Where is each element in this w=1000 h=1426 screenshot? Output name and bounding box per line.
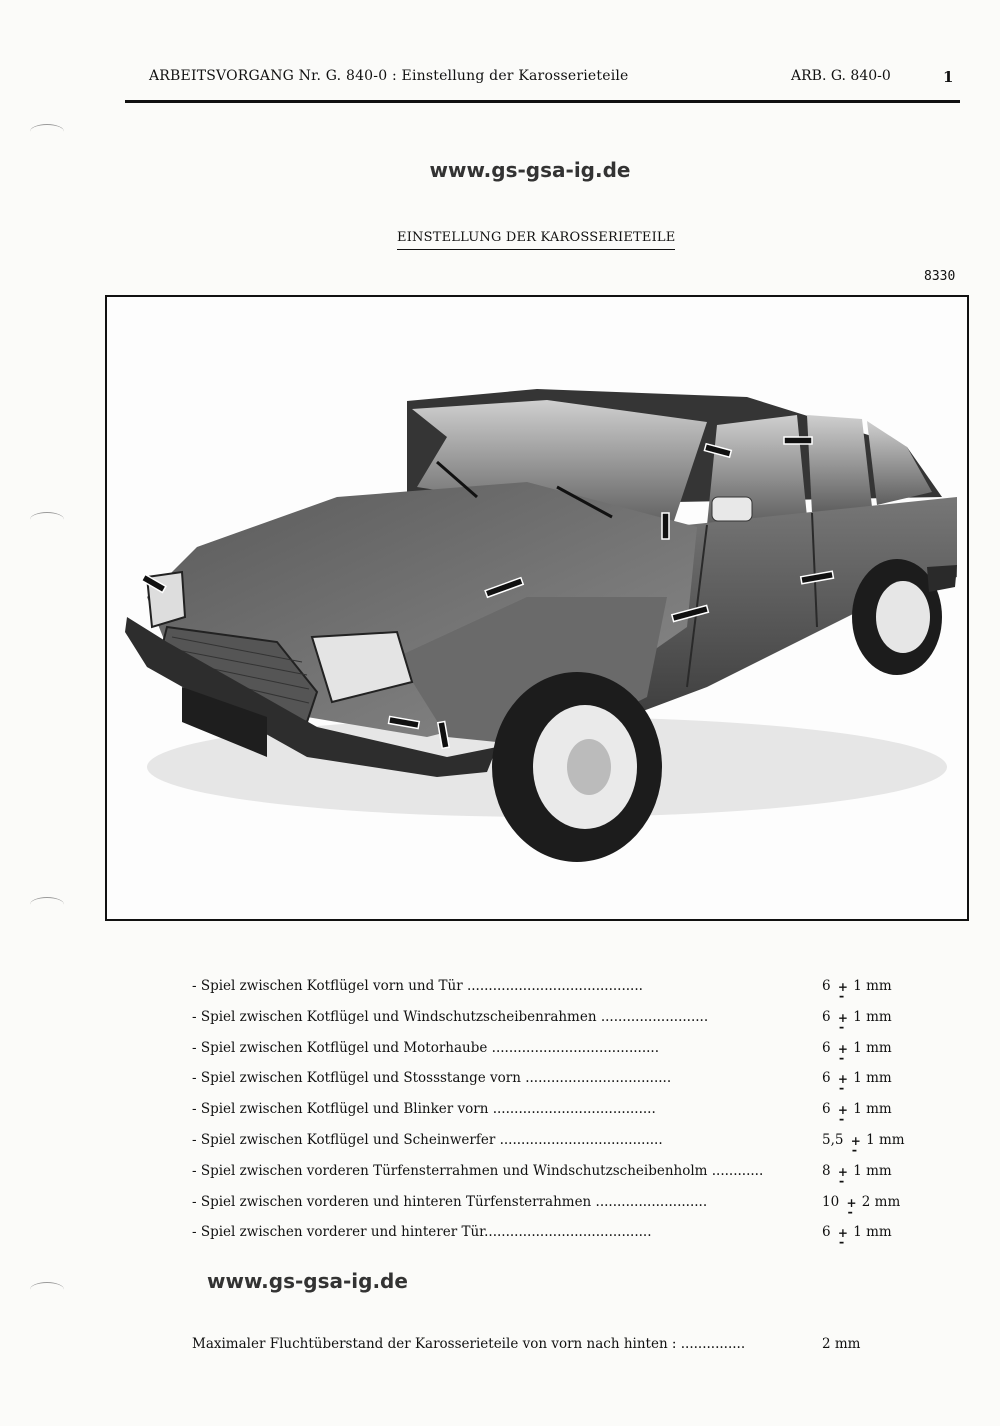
spec-label: - Spiel zwischen Kotflügel und Motorhaube ....................................... <box>192 1039 660 1056</box>
spec-tolerance: 2 mm <box>861 1193 901 1210</box>
spec-label: - Spiel zwischen vorderer und hinterer Tür....................................... <box>192 1224 652 1241</box>
document-title: EINSTELLUNG DER KAROSSERIETEILE <box>397 230 675 250</box>
footer-max-offset <box>192 1334 912 1358</box>
spec-label: - Spiel zwischen vorderen und hinteren Türfensterrahmen .......................... <box>192 1193 708 1210</box>
page-header <box>125 66 960 103</box>
spec-value <box>822 1224 892 1240</box>
spec-tolerance: 1 mm <box>853 1224 892 1241</box>
spec-tolerance: 1 mm <box>853 1039 892 1056</box>
page-number: 1 <box>943 68 954 86</box>
spec-nominal: 6 <box>822 1008 831 1025</box>
punch-hole-mark <box>30 897 64 912</box>
spec-label: - Spiel zwischen Kotflügel vorn und Tür ......................................... <box>192 978 643 994</box>
spec-nominal: 8 <box>822 1162 831 1179</box>
spec-row <box>192 1005 912 1036</box>
header-operation-code: ARB. G. 840-0 <box>791 68 891 84</box>
spec-tolerance: 1 mm <box>853 1008 892 1025</box>
spec-nominal: 6 <box>822 1224 831 1241</box>
spec-value <box>822 1132 905 1148</box>
spec-row <box>192 1220 912 1251</box>
spec-nominal: 5,5 <box>822 1131 844 1148</box>
spec-nominal: 6 <box>822 1101 831 1118</box>
footer-label: Maximaler Fluchtüberstand der Karosserieteile von vorn nach hinten : ............... <box>192 1336 746 1352</box>
header-operation-title: ARBEITSVORGANG Nr. G. 840-0 : Einstellung der Karosserieteile <box>149 68 629 84</box>
footer-value: 2 mm <box>822 1336 861 1352</box>
spec-row <box>192 1036 912 1067</box>
spec-label: - Spiel zwischen Kotflügel und Scheinwerfer ...................................... <box>192 1131 663 1148</box>
spec-tolerance: 1 mm <box>853 978 892 994</box>
punch-hole-mark <box>30 1282 64 1297</box>
spec-row <box>192 1128 912 1159</box>
spec-row <box>192 974 912 1005</box>
spec-tolerance: 1 mm <box>853 1162 892 1179</box>
spec-value <box>822 1040 892 1056</box>
spec-nominal: 10 <box>822 1193 840 1210</box>
punch-hole-mark <box>30 124 64 139</box>
spec-label: - Spiel zwischen Kotflügel und Stossstange vorn .................................. <box>192 1070 672 1087</box>
spec-label: - Spiel zwischen vorderen Türfensterrahmen und Windschutzscheibenholm ............ <box>192 1162 764 1179</box>
spec-tolerance: 1 mm <box>853 1070 892 1087</box>
figure-number: 8330 <box>924 269 956 284</box>
spec-value <box>822 1070 892 1086</box>
spec-tolerance: 1 mm <box>866 1131 905 1148</box>
spec-row <box>192 1097 912 1128</box>
spec-nominal: 6 <box>822 978 831 994</box>
car-illustration <box>107 297 967 919</box>
spec-nominal: 6 <box>822 1070 831 1087</box>
watermark-url-bottom: www.gs-gsa-ig.de <box>207 1269 408 1293</box>
spec-row <box>192 1190 912 1221</box>
spec-label: - Spiel zwischen Kotflügel und Windschutzscheibenrahmen ......................... <box>192 1008 709 1025</box>
spec-list <box>192 974 912 1251</box>
spec-tolerance: 1 mm <box>853 1101 892 1118</box>
spec-row <box>192 1066 912 1097</box>
spec-nominal: 6 <box>822 1039 831 1056</box>
spec-value <box>822 978 892 994</box>
car-photo <box>105 295 969 921</box>
punch-hole-mark <box>30 512 64 527</box>
spec-value <box>822 1101 892 1117</box>
spec-row <box>192 1159 912 1190</box>
watermark-url-top: www.gs-gsa-ig.de <box>429 158 631 182</box>
spec-value <box>822 1194 900 1210</box>
spec-label: - Spiel zwischen Kotflügel und Blinker vorn ...................................... <box>192 1101 656 1118</box>
spec-value <box>822 1163 892 1179</box>
spec-value <box>822 1009 892 1025</box>
